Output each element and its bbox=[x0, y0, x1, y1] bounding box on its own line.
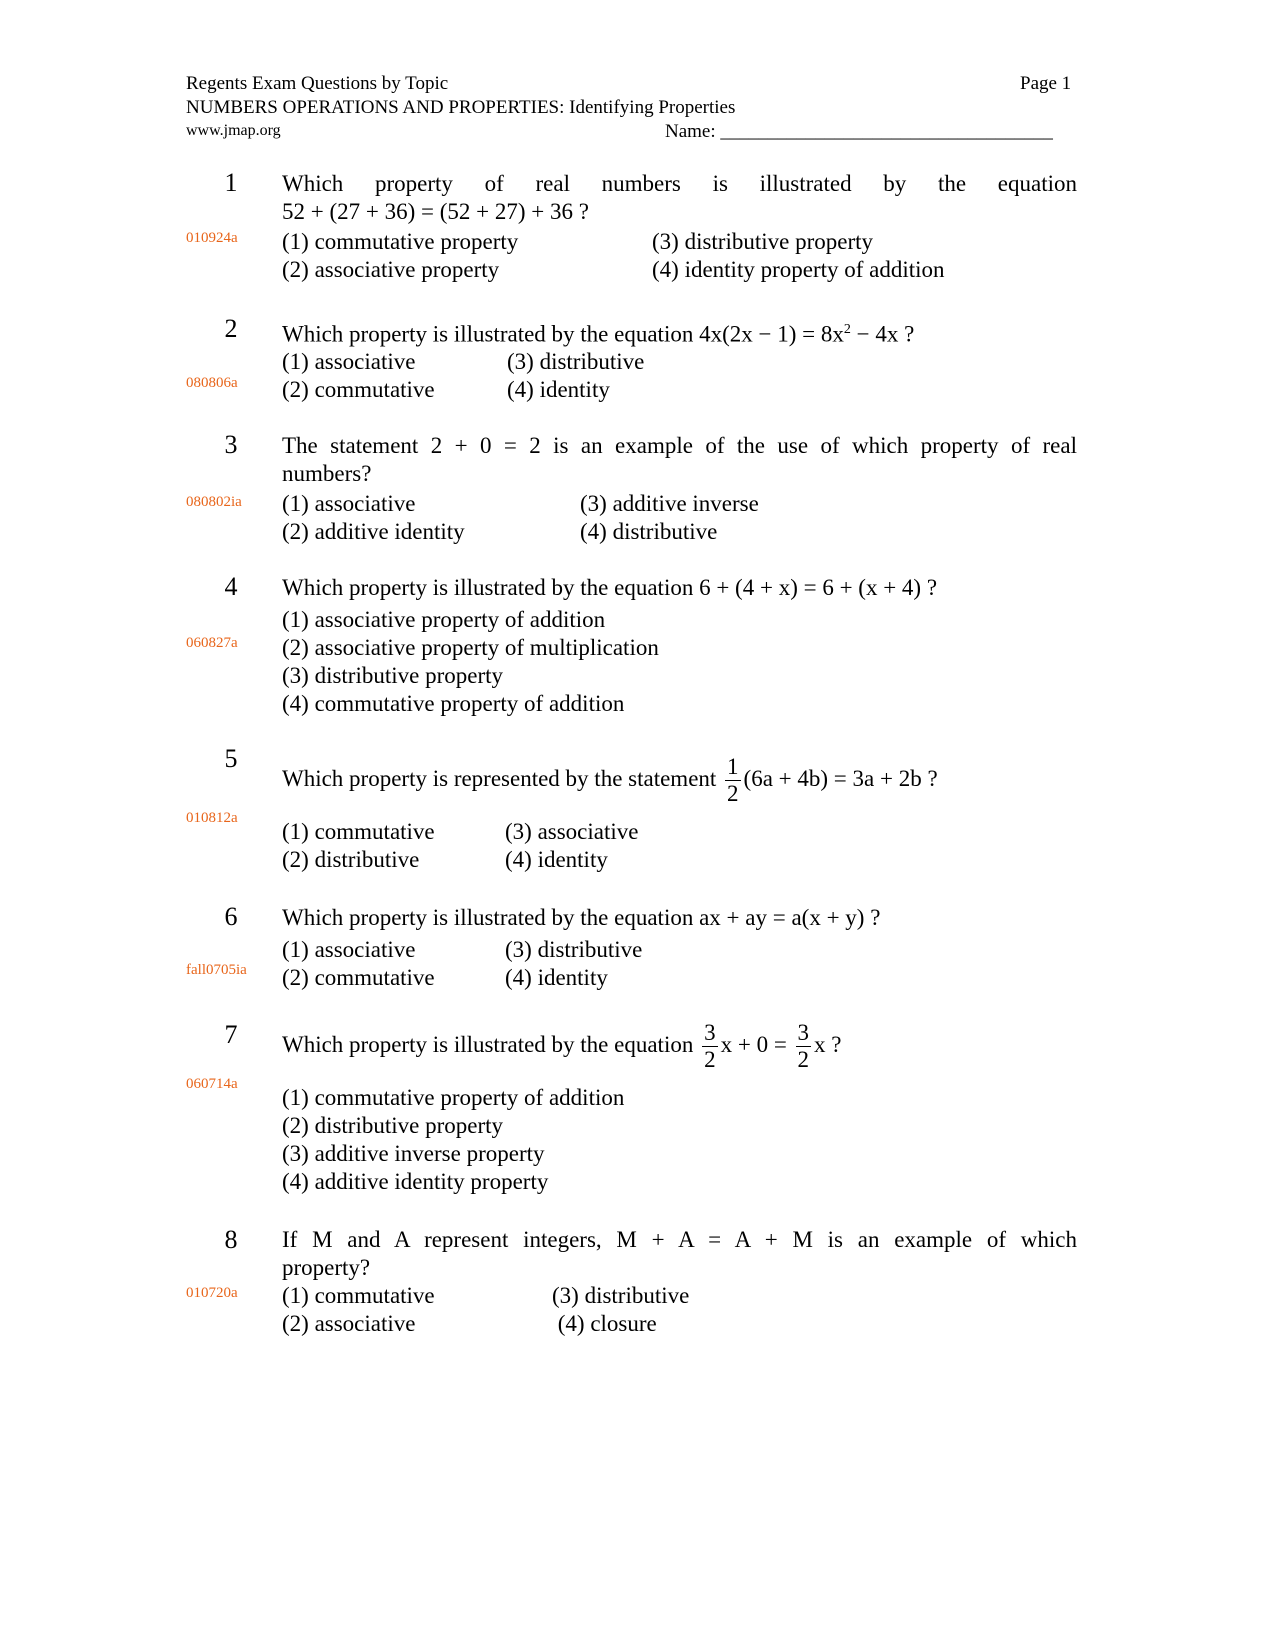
option-1[interactable]: (1) associative property of addition bbox=[282, 607, 606, 632]
question-text-cont: property? bbox=[282, 1255, 371, 1280]
option-2[interactable]: (2) associative property of multiplication bbox=[282, 635, 659, 660]
option-3[interactable]: (3) additive inverse bbox=[580, 491, 759, 516]
question-text: If M and A represent integers, M + A = A + M is an example of which bbox=[282, 1227, 1077, 1252]
name-field[interactable]: Name: ___________________________________ bbox=[665, 121, 1053, 142]
fraction: $\frac{3}{2}$ bbox=[704, 1020, 716, 1072]
option-1[interactable]: (1) associative bbox=[282, 349, 416, 374]
question-id: 060827a bbox=[186, 635, 238, 651]
question-number: 5 bbox=[224, 744, 238, 773]
option-4[interactable]: (4) identity bbox=[507, 377, 610, 402]
question-text: Which property of real numbers is illustrated by the equation bbox=[282, 171, 1077, 196]
question-number: 8 bbox=[224, 1225, 238, 1254]
option-1[interactable]: (1) associative bbox=[282, 491, 416, 516]
question-id: 080802ia bbox=[186, 494, 242, 510]
question-text: Which property is illustrated by the equation 6 + (4 + x) = 6 + (x + 4) ? bbox=[282, 575, 938, 600]
option-3[interactable]: (3) additive inverse property bbox=[282, 1141, 545, 1166]
question-text: Which property is represented by the statement $\frac{1}{2}$ (6a + 4b) = 3a + 2b ? bbox=[282, 754, 938, 806]
option-1[interactable]: (1) commutative property bbox=[282, 229, 519, 254]
question-text: Which property is illustrated by the equation $\frac{3}{2}$ x + 0 = $\frac{3}{2}$ x ? bbox=[282, 1020, 842, 1072]
option-3[interactable]: (3) distributive bbox=[552, 1283, 690, 1308]
option-4[interactable]: (4) identity property of addition bbox=[652, 257, 945, 282]
option-2[interactable]: (2) commutative bbox=[282, 377, 435, 402]
option-3[interactable]: (3) associative bbox=[505, 819, 639, 844]
option-4[interactable]: (4) commutative property of addition bbox=[282, 691, 625, 716]
question-id: 080806a bbox=[186, 375, 238, 391]
question-number: 4 bbox=[224, 572, 238, 601]
option-4[interactable]: (4) additive identity property bbox=[282, 1169, 549, 1194]
option-2[interactable]: (2) distributive bbox=[282, 847, 420, 872]
option-2[interactable]: (2) distributive property bbox=[282, 1113, 504, 1138]
fraction: $\frac{3}{2}$ bbox=[797, 1020, 810, 1072]
option-1[interactable]: (1) commutative bbox=[282, 1283, 435, 1308]
question-number: 2 bbox=[224, 314, 238, 343]
option-2[interactable]: (2) associative property bbox=[282, 257, 500, 282]
topic-title: NUMBERS OPERATIONS AND PROPERTIES: Identifying Properties bbox=[186, 97, 736, 118]
option-1[interactable]: (1) associative bbox=[282, 937, 416, 962]
option-2[interactable]: (2) additive identity bbox=[282, 519, 465, 544]
option-4[interactable]: (4) identity bbox=[505, 965, 608, 990]
option-1[interactable]: (1) commutative bbox=[282, 819, 435, 844]
question-number: 3 bbox=[224, 430, 238, 459]
question-text-cont: numbers? bbox=[282, 461, 372, 486]
fraction: $\frac{1}{2}$ bbox=[727, 754, 739, 806]
question-id: 060714a bbox=[186, 1076, 238, 1092]
option-4[interactable]: (4) closure bbox=[552, 1311, 657, 1336]
option-2[interactable]: (2) associative bbox=[282, 1311, 416, 1336]
question-text: The statement 2 + 0 = 2 is an example of the use of which property of real bbox=[282, 433, 1077, 458]
question-text: Which property is illustrated by the equation $4x(2x - 1) = 8x^2 - 4x$ ? bbox=[282, 321, 915, 347]
question-equation: 52 + (27 + 36) = (52 + 27) + 36 ? bbox=[282, 199, 589, 224]
option-4[interactable]: (4) identity bbox=[505, 847, 608, 872]
page-number: Page 1 bbox=[1020, 73, 1072, 94]
option-2[interactable]: (2) commutative bbox=[282, 965, 435, 990]
question-id: 010812a bbox=[186, 810, 238, 826]
option-3[interactable]: (3) distributive property bbox=[652, 229, 874, 254]
question-number: 6 bbox=[224, 902, 238, 931]
exam-series-title: Regents Exam Questions by Topic bbox=[186, 73, 449, 94]
question-id: 010720a bbox=[186, 1285, 238, 1301]
option-3[interactable]: (3) distributive property bbox=[282, 663, 504, 688]
question-number: 1 bbox=[224, 168, 238, 197]
option-1[interactable]: (1) commutative property of addition bbox=[282, 1085, 625, 1110]
question-id: 010924a bbox=[186, 230, 238, 246]
option-3[interactable]: (3) distributive bbox=[507, 349, 645, 374]
question-text: Which property is illustrated by the equation ax + ay = a(x + y) ? bbox=[282, 905, 881, 930]
website: www.jmap.org bbox=[186, 122, 281, 139]
question-number: 7 bbox=[224, 1020, 238, 1049]
option-3[interactable]: (3) distributive bbox=[505, 937, 643, 962]
question-id: fall0705ia bbox=[186, 962, 247, 978]
option-4[interactable]: (4) distributive bbox=[580, 519, 718, 544]
